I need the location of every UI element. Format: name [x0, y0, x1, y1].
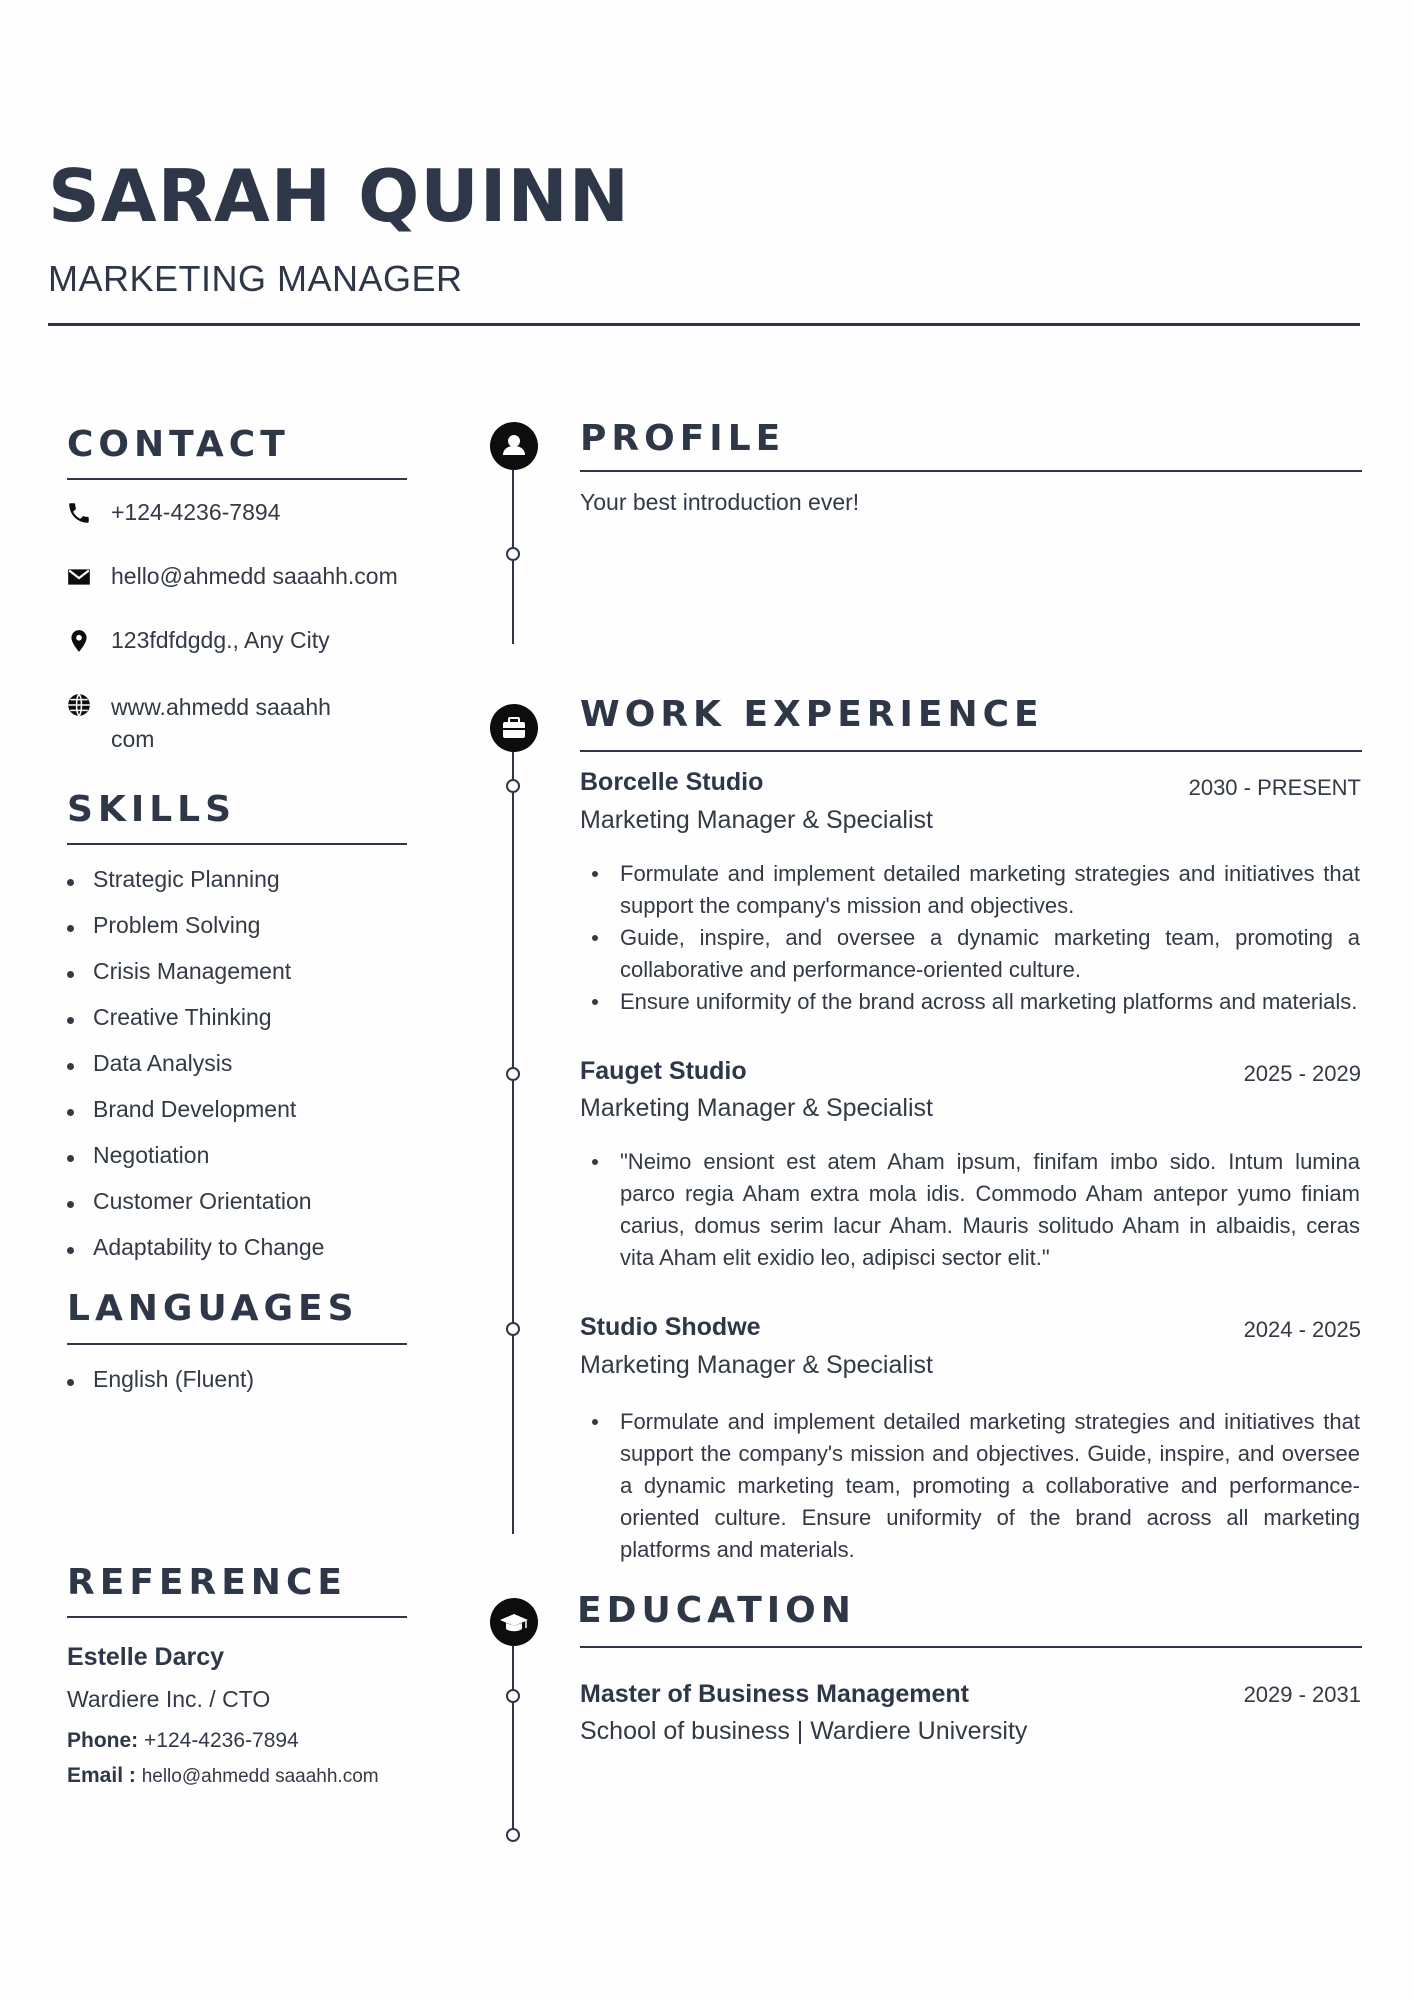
job-dates: 2030 - PRESENT: [1188, 775, 1361, 800]
timeline-dot: [506, 1322, 520, 1336]
languages-list: [67, 1366, 254, 1412]
education-dates: 2029 - 2031: [1243, 1682, 1361, 1707]
timeline-dot: [506, 547, 520, 561]
job-bullets: [580, 1146, 1360, 1274]
job-company: Borcelle Studio: [580, 768, 764, 796]
work-divider: [580, 750, 1362, 752]
timeline-dot: [506, 1689, 520, 1703]
skills-heading: SKILLS: [67, 789, 237, 830]
contact-divider: [67, 478, 407, 480]
skill-item: Strategic Planning: [67, 866, 324, 912]
language-item: English (Fluent): [67, 1366, 254, 1412]
graduation-cap-icon: [490, 1598, 538, 1646]
job-title: MARKETING MANAGER: [48, 258, 463, 299]
reference-email-row: [67, 1764, 379, 1788]
globe-icon: [66, 692, 92, 718]
website-line-2: com: [111, 726, 155, 752]
user-icon: [490, 422, 538, 470]
education-icon-badge: [490, 1598, 538, 1646]
job-bullet: Ensure uniformity of the brand across all marketing platforms and materials.: [580, 986, 1360, 1018]
education-school: School of business | Wardiere University: [580, 1717, 1028, 1745]
job-bullet: Formulate and implement detailed marketing strategies and initiatives that support the company's mission and objectives.: [580, 858, 1360, 922]
reference-heading: REFERENCE: [67, 1562, 347, 1603]
reference-phone-row: [67, 1729, 299, 1753]
skill-item: Brand Development: [67, 1096, 324, 1142]
job-bullet: "Neimo ensiont est atem Aham ipsum, finifam imbo sido. Intum lumina parco regia Aham extra mola idis. Commodo Aham antepor yumo finiam carius, domus serim lacur Aham. Mauris solitudo Aham in albaidis, ceras vita Aham elit exidio leo, adipisci sector elit.": [580, 1146, 1360, 1274]
reference-email-label: Email :: [67, 1764, 136, 1787]
profile-divider: [580, 470, 1362, 472]
phone-icon: [66, 500, 92, 526]
job-bullets: [580, 1406, 1360, 1566]
job-company: Fauget Studio: [580, 1057, 747, 1085]
skill-item: Crisis Management: [67, 958, 324, 1004]
languages-divider: [67, 1343, 407, 1345]
skill-item: Problem Solving: [67, 912, 324, 958]
job-role: Marketing Manager & Specialist: [580, 806, 933, 834]
languages-heading: LANGUAGES: [67, 1288, 359, 1329]
education-heading: EDUCATION: [577, 1590, 856, 1631]
skill-item: Data Analysis: [67, 1050, 324, 1096]
skills-divider: [67, 843, 407, 845]
map-pin-icon: [66, 628, 92, 654]
skill-item: Adaptability to Change: [67, 1234, 324, 1280]
job-dates: 2024 - 2025: [1243, 1317, 1361, 1342]
reference-name: Estelle Darcy: [67, 1643, 225, 1671]
contact-phone: +124-4236-7894: [111, 499, 281, 525]
job-bullets: [580, 858, 1360, 1018]
reference-phone-label: Phone:: [67, 1729, 139, 1752]
contact-website: [111, 691, 331, 755]
skill-item: Negotiation: [67, 1142, 324, 1188]
education-divider: [580, 1646, 1362, 1648]
skill-item: Creative Thinking: [67, 1004, 324, 1050]
reference-divider: [67, 1616, 407, 1618]
education-degree: Master of Business Management: [580, 1680, 969, 1708]
skills-list: [67, 866, 324, 1280]
reference-email: hello@ahmedd saaahh.com: [141, 1766, 379, 1787]
contact-heading: CONTACT: [67, 424, 290, 465]
timeline-dot: [506, 1067, 520, 1081]
job-bullet: Guide, inspire, and oversee a dynamic marketing team, promoting a collaborative and performance-oriented culture.: [580, 922, 1360, 986]
timeline-dot: [506, 779, 520, 793]
candidate-name: SARAH QUINN: [48, 154, 631, 238]
briefcase-icon: [490, 704, 538, 752]
timeline-line: [512, 1646, 514, 1836]
job-dates: 2025 - 2029: [1243, 1061, 1361, 1086]
contact-address: 123fdfdgdg., Any City: [111, 627, 330, 653]
job-company: Studio Shodwe: [580, 1313, 761, 1341]
skill-item: Customer Orientation: [67, 1188, 324, 1234]
job-bullet: Formulate and implement detailed marketing strategies and initiatives that support the company's mission and objectives. Guide, inspire, and oversee a dynamic marketing team, promoting a collaborative and performance-oriented culture. Ensure uniformity of the brand across all marketing platforms and materials.: [580, 1406, 1360, 1566]
timeline-line: [512, 752, 514, 1534]
profile-icon-badge: [490, 422, 538, 470]
website-line-1: www.ahmedd saaahh: [111, 694, 331, 720]
profile-text: Your best introduction ever!: [580, 489, 860, 515]
envelope-icon: [66, 564, 92, 590]
profile-heading: PROFILE: [580, 418, 786, 459]
job-role: Marketing Manager & Specialist: [580, 1351, 933, 1379]
work-heading: WORK EXPERIENCE: [580, 694, 1044, 735]
job-role: Marketing Manager & Specialist: [580, 1094, 933, 1122]
reference-company: Wardiere Inc. / CTO: [67, 1686, 271, 1712]
work-icon-badge: [490, 704, 538, 752]
header-divider: [48, 323, 1360, 326]
timeline-dot: [506, 1828, 520, 1842]
reference-phone: +124-4236-7894: [144, 1729, 299, 1752]
contact-email: hello@ahmedd saaahh.com: [111, 563, 398, 589]
